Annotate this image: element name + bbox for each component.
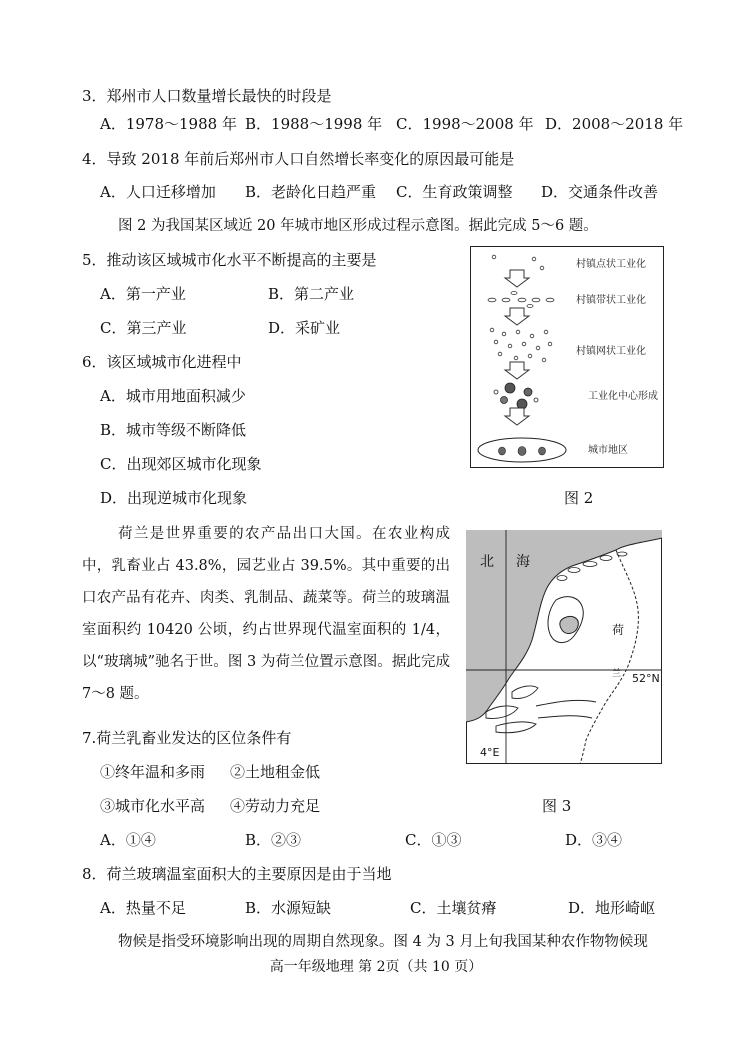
q6-option-a: A．城市用地面积减少	[100, 387, 246, 405]
intro-7-8-paragraph: 荷兰是世界重要的农产品出口大国。在农业构成中，乳畜业占 43.8%，园艺业占 39.5%。其中重要的出口农产品有花卉、肉类、乳制品、蔬菜等。荷兰的玻璃温室面积约 10420 公顷，约占世界现代温室面积的 1/4，以“玻璃城”驰名于世。图 3 为荷兰位置示意图。据此完成 7～8 题。	[82, 526, 450, 702]
fig3-latitude-label: 52°N	[632, 672, 660, 685]
q6-option-d: D．出现逆城市化现象	[100, 489, 248, 507]
question-7-stem: 7.荷兰乳畜业发达的区位条件有	[82, 729, 292, 747]
intro-next-question: 物候是指受环境影响出现的周期自然现象。图 4 为 3 月上旬我国某种农作物物候现	[118, 934, 648, 950]
fig2-label-4: 工业化中心形成	[588, 391, 658, 402]
q5-option-a: A．第一产业	[100, 285, 186, 303]
fig2-label-5: 城市地区	[588, 445, 628, 456]
question-5-stem: 5．推动该区域城市化水平不断提高的主要是	[82, 251, 377, 269]
q8-option-a: A．热量不足	[100, 899, 186, 917]
question-4-stem: 4．导致 2018 年前后郑州市人口自然增长率变化的原因最可能是	[82, 150, 515, 168]
q4-option-d: D．交通条件改善	[541, 183, 659, 201]
figure-3-caption: 图 3	[542, 797, 572, 815]
q7-option-b: B．②③	[245, 831, 302, 849]
q7-option-d: D．③④	[565, 831, 623, 849]
question-6-stem: 6．该区域城市化进程中	[82, 353, 242, 371]
q4-option-c: C．生育政策调整	[396, 183, 513, 201]
q7-condition-2: ②土地租金低	[230, 763, 321, 781]
q8-option-b: B．水源短缺	[245, 899, 332, 917]
fig3-country-label-1: 荷	[612, 623, 625, 637]
q8-option-d: D．地形崎岖	[568, 899, 656, 917]
q4-option-a: A．人口迁移增加	[100, 183, 216, 201]
question-8-stem: 8．荷兰玻璃温室面积大的主要原因是由于当地	[82, 865, 392, 883]
q7-condition-3: ③城市化水平高	[100, 797, 206, 815]
q7-condition-1: ①终年温和多雨	[100, 763, 206, 781]
q4-option-b: B．老龄化日趋严重	[245, 183, 377, 201]
q7-condition-4: ④劳动力充足	[230, 797, 321, 815]
q5-option-b: B．第二产业	[268, 285, 355, 303]
q7-option-a: A．①④	[100, 831, 156, 849]
fig2-label-1: 村镇点状工业化	[576, 259, 646, 270]
q3-option-a: A．1978～1988 年	[100, 115, 237, 133]
q3-option-d: D．2008～2018 年	[545, 115, 684, 133]
q5-option-d: D．采矿业	[268, 319, 341, 337]
q3-option-c: C．1998～2008 年	[396, 115, 534, 133]
figure-2-caption: 图 2	[564, 489, 594, 507]
q6-option-b: B．城市等级不断降低	[100, 421, 247, 439]
q3-option-b: B．1988～1998 年	[245, 115, 383, 133]
q5-option-c: C．第三产业	[100, 319, 187, 337]
figure-2-urbanization-diagram	[470, 246, 664, 468]
fig2-label-3: 村镇网状工业化	[576, 346, 646, 357]
fig3-sea-label-2: 海	[516, 554, 530, 570]
fig3-sea-label-1: 北	[480, 554, 494, 570]
fig3-longitude-label: 4°E	[480, 746, 500, 759]
fig2-label-2: 村镇带状工业化	[576, 295, 646, 306]
question-3-stem: 3．郑州市人口数量增长最快的时段是	[82, 87, 332, 105]
q8-option-c: C．土壤贫瘠	[410, 899, 497, 917]
q7-option-c: C．①③	[405, 831, 462, 849]
page-footer: 高一年级地理 第 2页（共 10 页）	[269, 959, 483, 975]
q6-option-c: C．出现郊区城市化现象	[100, 455, 262, 473]
figure-3-netherlands-map	[466, 530, 662, 764]
fig3-country-label-2: 兰	[612, 669, 622, 679]
intro-5-6: 图 2 为我国某区域近 20 年城市地区形成过程示意图。据此完成 5～6 题。	[118, 218, 598, 234]
